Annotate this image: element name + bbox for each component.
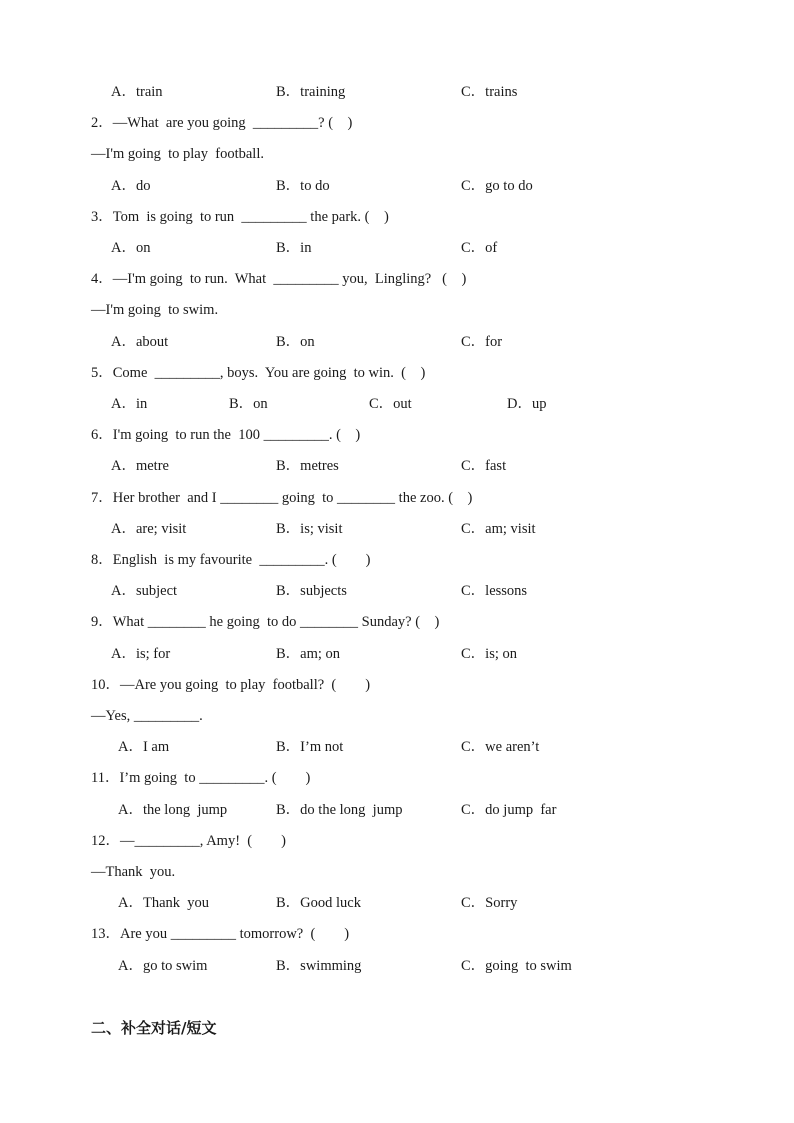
option-c[interactable]: C．of	[461, 240, 498, 256]
option-c[interactable]: C．we aren’t	[461, 739, 540, 755]
option-b[interactable]: B．on	[276, 334, 315, 350]
option-a[interactable]: A．in	[111, 396, 148, 412]
q6-stem: 6．I'm going to run the 100 _________. ( )	[91, 427, 361, 443]
q6-options	[0, 457, 794, 475]
q2-options	[0, 177, 794, 195]
option-c[interactable]: C．out	[369, 396, 412, 412]
option-c[interactable]: C．fast	[461, 458, 507, 474]
q10-reply: —Yes, _________.	[91, 708, 203, 724]
q11-options	[0, 801, 794, 819]
option-a[interactable]: A．about	[111, 334, 169, 350]
q8-stem: 8．English is my favourite _________. ( )	[91, 552, 371, 568]
option-c[interactable]: C．trains	[461, 84, 518, 100]
option-b[interactable]: B．do the long jump	[276, 802, 403, 818]
option-b[interactable]: B．metres	[276, 458, 339, 474]
option-a[interactable]: A．on	[111, 240, 151, 256]
option-a[interactable]: A．Thank you	[118, 895, 210, 911]
q8-options	[0, 582, 794, 600]
option-b[interactable]: B．in	[276, 240, 312, 256]
option-b[interactable]: B．swimming	[276, 958, 362, 974]
option-b[interactable]: B．subjects	[276, 583, 347, 599]
q10-stem: 10．—Are you going to play football? ( )	[91, 677, 371, 693]
option-c[interactable]: C．Sorry	[461, 895, 518, 911]
section-heading: 二、补全对话/短文	[91, 1019, 217, 1037]
q12-stem: 12．—_________, Amy! ( )	[91, 833, 286, 849]
q9-options	[0, 645, 794, 663]
option-c[interactable]: C．lessons	[461, 583, 528, 599]
option-c[interactable]: C．is; on	[461, 646, 517, 662]
q7-options	[0, 520, 794, 538]
option-c[interactable]: C．for	[461, 334, 503, 350]
q4-options	[0, 333, 794, 351]
q5-stem: 5．Come _________, boys. You are going to win. ( )	[91, 365, 426, 381]
option-a[interactable]: A．subject	[111, 583, 178, 599]
q3-stem: 3．Tom is going to run _________ the park. ( )	[91, 209, 389, 225]
option-c[interactable]: C．am; visit	[461, 521, 536, 537]
q3-options	[0, 239, 794, 257]
option-b[interactable]: B．to do	[276, 178, 330, 194]
option-c[interactable]: C．going to swim	[461, 958, 572, 974]
q2-reply: —I'm going to play football.	[91, 146, 264, 162]
option-a[interactable]: A．the long jump	[118, 802, 228, 818]
option-c[interactable]: C．go to do	[461, 178, 533, 194]
q10-options	[0, 738, 794, 756]
option-b[interactable]: B．on	[229, 396, 268, 412]
q13-stem: 13．Are you _________ tomorrow? ( )	[91, 926, 350, 942]
option-a[interactable]: A．train	[111, 84, 163, 100]
q5-options	[0, 395, 794, 413]
q9-stem: 9．What ________ he going to do ________ Sunday? ( )	[91, 614, 440, 630]
q2-stem: 2．—What are you going _________? ( )	[91, 115, 353, 131]
option-c[interactable]: C．do jump far	[461, 802, 557, 818]
option-d[interactable]: D．up	[507, 396, 547, 412]
option-b[interactable]: B．I’m not	[276, 739, 344, 755]
option-b[interactable]: B．Good luck	[276, 895, 361, 911]
option-b[interactable]: B．is; visit	[276, 521, 343, 537]
q11-stem: 11．I’m going to _________. ( )	[91, 770, 311, 786]
option-a[interactable]: A．I am	[118, 739, 170, 755]
q7-stem: 7．Her brother and I ________ going to ________ the zoo. ( )	[91, 490, 473, 506]
option-b[interactable]: B．training	[276, 84, 346, 100]
q12-reply: —Thank you.	[91, 864, 176, 880]
q12-options	[0, 894, 794, 912]
q4-reply: —I'm going to swim.	[91, 302, 219, 318]
option-a[interactable]: A．is; for	[111, 646, 171, 662]
q13-options	[0, 957, 794, 975]
option-b[interactable]: B．am; on	[276, 646, 341, 662]
option-a[interactable]: A．do	[111, 178, 151, 194]
option-a[interactable]: A．metre	[111, 458, 169, 474]
option-a[interactable]: A．are; visit	[111, 521, 187, 537]
q1-options	[0, 83, 794, 101]
option-a[interactable]: A．go to swim	[118, 958, 208, 974]
q4-stem: 4．—I'm going to run. What _________ you, Lingling? ( )	[91, 271, 467, 287]
